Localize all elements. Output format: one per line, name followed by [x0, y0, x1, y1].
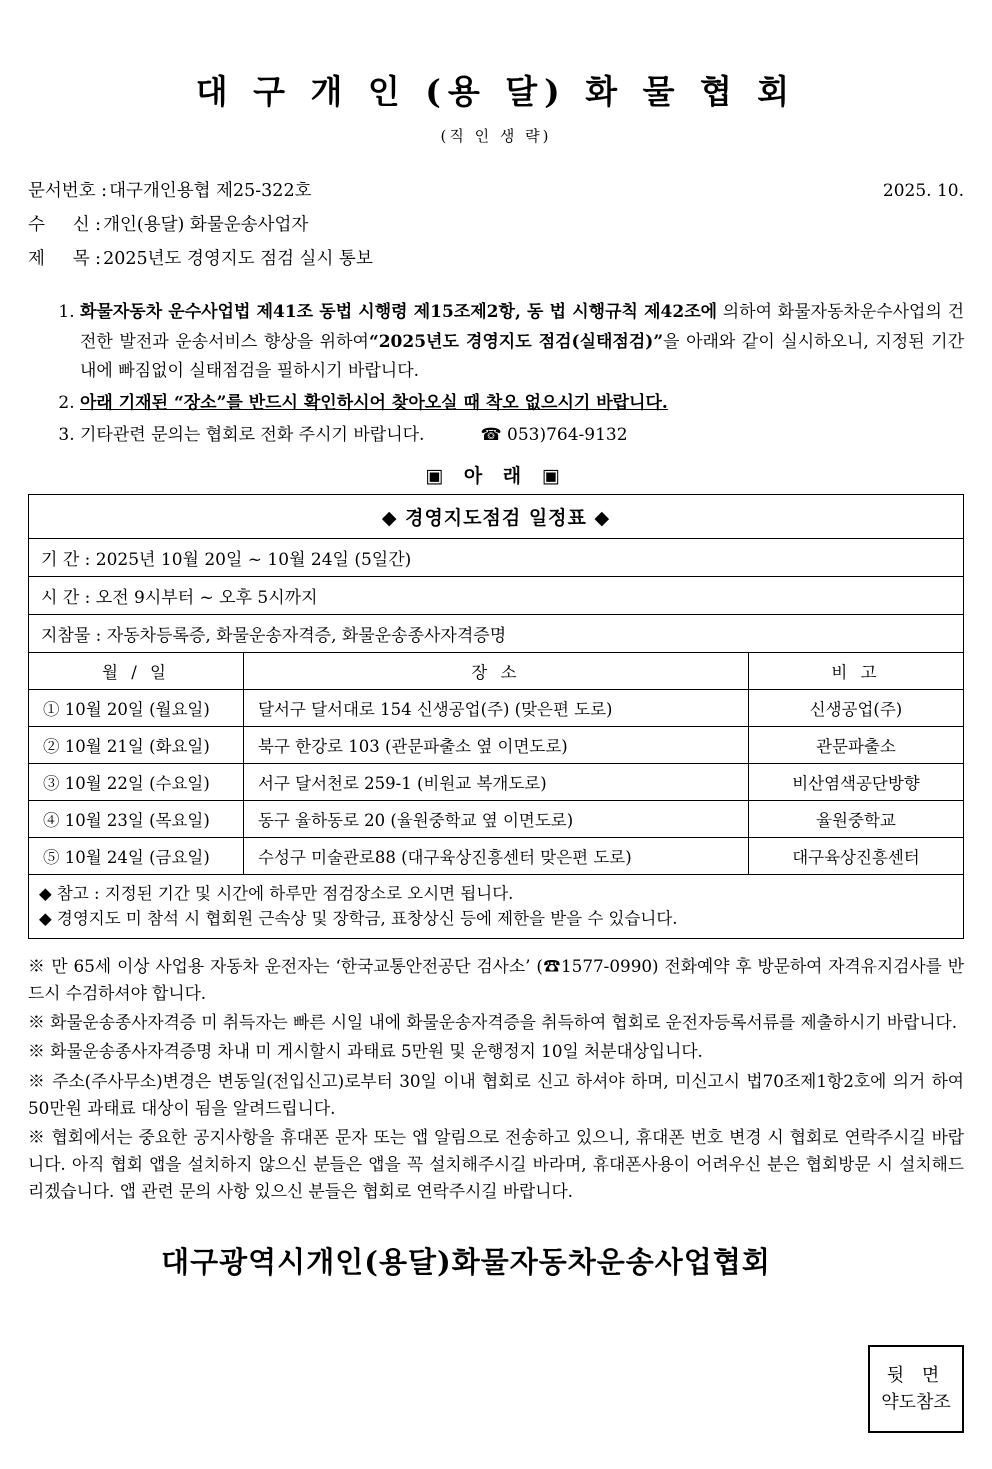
row-2-note: 관문파출소	[748, 726, 963, 763]
schedule-time-row	[29, 576, 964, 614]
remark-1: ※ 만 65세 이상 사업용 자동차 운전자는 ‘한국교통안전공단 검사소’ (☎1577-0990) 전화예약 후 방문하여 자격유지검사를 반드시 수검하셔야 합니다.	[28, 955, 964, 1003]
row-4-place: 동구 율하동로 20 (율원중학교 옆 이면도로)	[244, 800, 749, 837]
table-row	[29, 837, 964, 874]
table-row	[29, 800, 964, 837]
table-row	[29, 689, 964, 726]
document-date: 2025. 10.	[882, 181, 964, 201]
recipient-value: 개인(용달) 화물운송사업자	[103, 215, 309, 236]
notice-item-2	[80, 389, 964, 418]
meta-row-subject	[28, 242, 964, 276]
recipient-label: 수 신 :	[28, 215, 102, 236]
subject-value: 2025년도 경영지도 점검 실시 통보	[103, 249, 373, 270]
row-3-note: 비산염색공단방향	[748, 763, 963, 800]
schedule-period: 기 간 : 2025년 10월 20일 ~ 10월 24일 (5일간)	[29, 538, 964, 576]
row-4-note: 율원중학교	[748, 800, 963, 837]
row-1-note: 신생공업(주)	[748, 689, 963, 726]
issuing-organization: 대구광역시개인(용달)화물자동차운송사업협회	[161, 1244, 771, 1279]
row-5-date: ⑤ 10월 24일 (금요일)	[29, 837, 244, 874]
schedule-footnote-1: ◆ 참고 : 지정된 기간 및 시간에 하루만 점검장소로 오시면 됩니다.	[39, 883, 514, 903]
document-subtitle: (직 인 생 략)	[440, 127, 552, 145]
meta-row-document-number	[28, 174, 964, 208]
row-1-date: ① 10월 20일 (월요일)	[29, 689, 244, 726]
association-phone: ☎ 053)764-9132	[480, 425, 628, 446]
schedule-required-items: 지참물 : 자동차등록증, 화물운송자격증, 화물운송종사자격증명	[29, 614, 964, 652]
schedule-period-row	[29, 538, 964, 576]
notice-item-1-part3: “2025년도 경영지도 점검(실태점검)”	[368, 331, 664, 352]
remark-5: ※ 협회에서는 중요한 공지사항을 휴대폰 문자 또는 앱 알림으로 전송하고 있으니, 휴대폰 번호 변경 시 협회로 연락주시길 바랍니다. 아직 협회 앱을 설치하지 않으신 분들은 앱을 꼭 설치해주시길 바라며, 휴대폰사용이 어려우신 분은 협회방문 시 설치해드리겠습니다. 앱 관련 문의 사항 있으신 분들은 협회로 연락주시길 바랍니다.	[28, 1126, 964, 1202]
document-page	[0, 66, 992, 1469]
notice-item-3	[80, 421, 964, 450]
schedule-header-row	[29, 652, 964, 689]
notice-list	[28, 298, 964, 450]
schedule-footnotes	[29, 874, 964, 938]
schedule-title: ◆ 경영지도점검 일정표 ◆	[29, 494, 964, 538]
row-1-place: 달서구 달서대로 154 신생공업(주) (맞은편 도로)	[244, 689, 749, 726]
schedule-table	[28, 494, 964, 939]
remark-3: ※ 화물운송종사자격증명 차내 미 게시할시 과태료 5만원 및 운행정지 10일 처분대상입니다.	[28, 1041, 703, 1062]
document-meta	[28, 174, 964, 276]
table-row	[29, 763, 964, 800]
schedule-title-row	[29, 494, 964, 538]
remark-2: ※ 화물운송종사자격증 미 취득자는 빠른 시일 내에 화물운송자격증을 취득하여 협회로 운전자등록서류를 제출하시기 바랍니다.	[28, 1012, 958, 1033]
table-row	[29, 726, 964, 763]
notice-item-3-text: 기타관련 문의는 협회로 전화 주시기 바랍니다.	[80, 425, 425, 446]
subject-label: 제 목 :	[28, 249, 102, 270]
notice-item-1-part4: 을 아래와 같이 실시하오니, 지정된 기간 내에 빠짐없이 실태점검을 필하시기 바랍니다.	[80, 331, 965, 381]
notice-item-1-part1: 화물자동차 운수사업법 제41조 동법 시행령 제15조제2항, 동 법 시행규칙 제42조에	[80, 302, 718, 323]
row-5-note: 대구육상진흥센터	[748, 837, 963, 874]
notice-item-1	[80, 298, 964, 386]
row-3-date: ③ 10월 22일 (수요일)	[29, 763, 244, 800]
notice-item-2-text: 아래 기재된 “장소”를 반드시 확인하시어 찾아오실 때 착오 없으시기 바랍니다.	[80, 393, 668, 414]
arae-divider: ▣ 아 래 ▣	[425, 464, 567, 487]
schedule-time: 시 간 : 오전 9시부터 ~ 오후 5시까지	[29, 576, 964, 614]
meta-row-recipient	[28, 208, 964, 242]
remark-4: ※ 주소(주사무소)변경은 변동일(전입신고)로부터 30일 이내 협회로 신고 하셔야 하며, 미신고시 법70조제1항2호에 의거 하여 50만원 과태료 대상이 됨을 알려드립니다.	[28, 1070, 964, 1118]
row-4-date: ④ 10월 23일 (목요일)	[29, 800, 244, 837]
schedule-items-row	[29, 614, 964, 652]
row-2-date: ② 10월 21일 (화요일)	[29, 726, 244, 763]
notice-item-1-part2: 의하여 화물자동차운수사업의 건전한 발전과 운송서비스 향상을 위하여	[80, 302, 964, 352]
column-header-place: 장 소	[244, 652, 749, 689]
back-page-reference-box	[868, 1345, 964, 1433]
document-number-value: 대구개인용협 제25-322호	[109, 181, 312, 201]
document-number-label: 문서번호 :	[28, 181, 108, 201]
back-page-reference-line1: 뒷 면	[886, 1365, 946, 1386]
schedule-footnote-row	[29, 874, 964, 938]
row-2-place: 북구 한강로 103 (관문파출소 옆 이면도로)	[244, 726, 749, 763]
schedule-footnote-2: ◆ 경영지도 미 참석 시 협회원 근속상 및 장학금, 표창상신 등에 제한을 받을 수 있습니다.	[39, 909, 678, 929]
column-header-date: 월 / 일	[29, 652, 244, 689]
document-title: 대 구 개 인 (용 달) 화 물 협 회	[195, 72, 797, 111]
remarks-section	[28, 953, 964, 1206]
back-page-reference-line2: 약도참조	[881, 1392, 951, 1413]
row-5-place: 수성구 미술관로88 (대구육상진흥센터 맞은편 도로)	[244, 837, 749, 874]
column-header-note: 비 고	[748, 652, 963, 689]
row-3-place: 서구 달서천로 259-1 (비원교 복개도로)	[244, 763, 749, 800]
